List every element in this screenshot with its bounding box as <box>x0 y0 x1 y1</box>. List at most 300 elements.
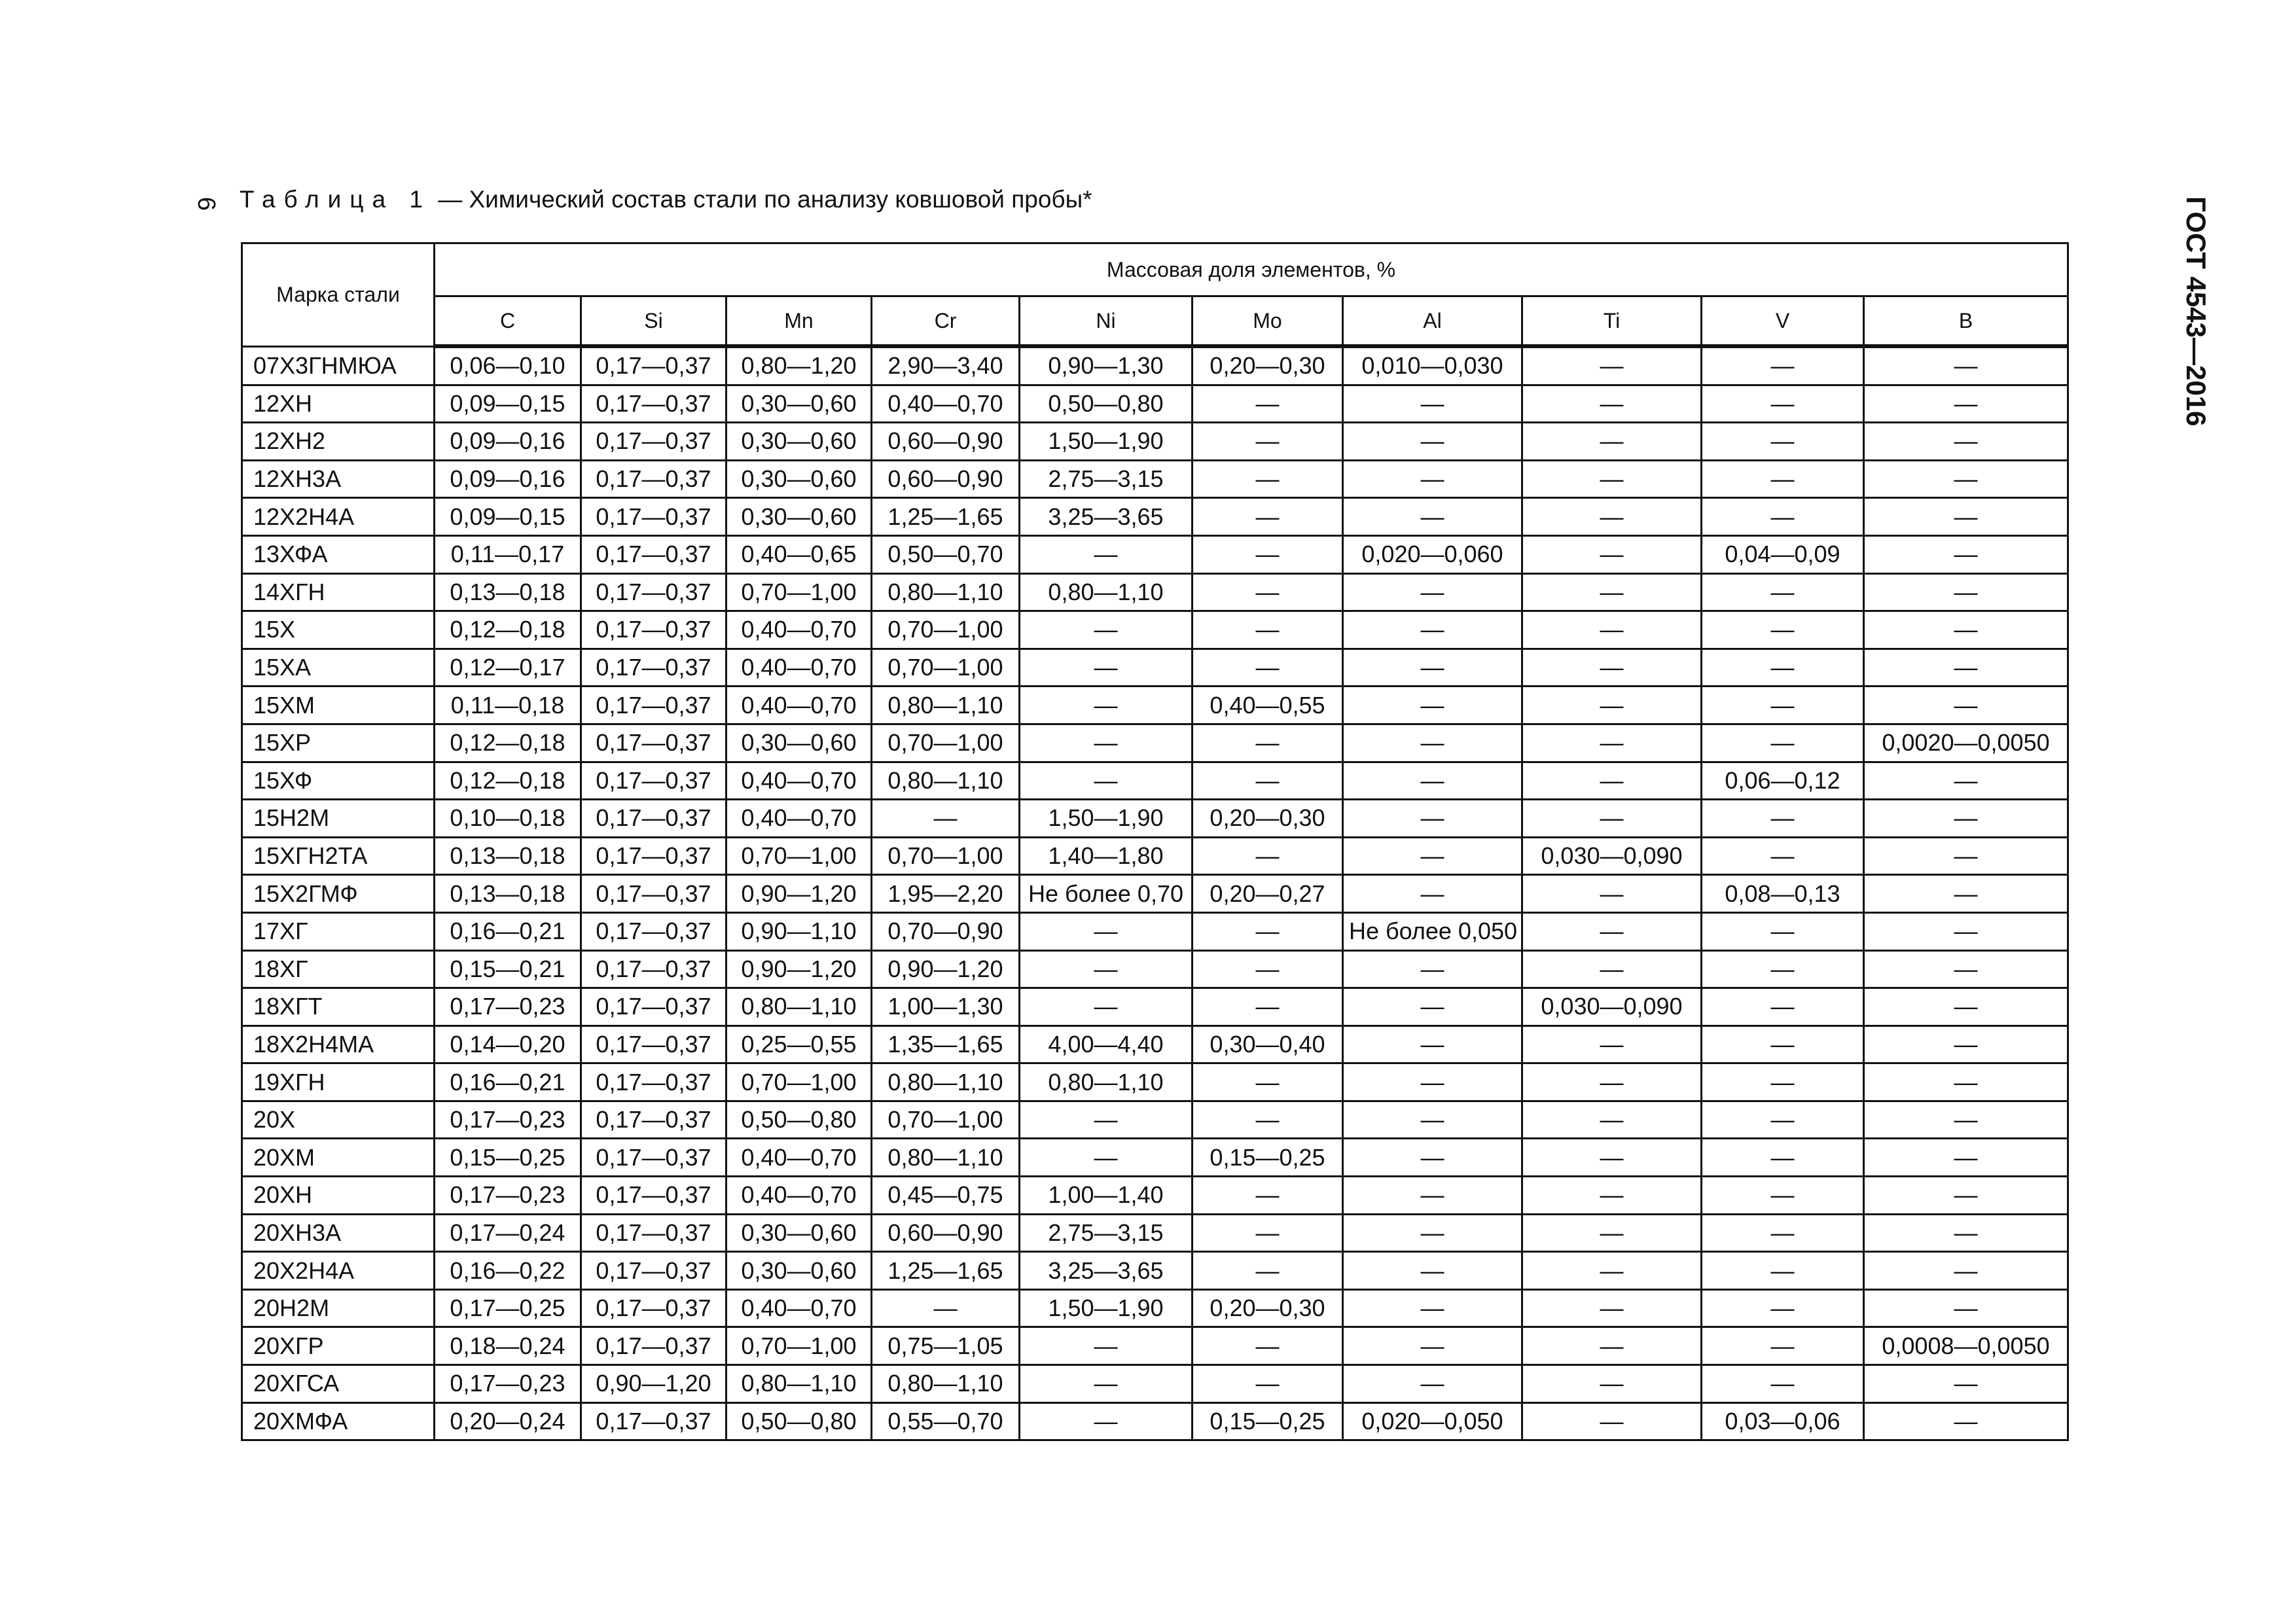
element-value-cell: — <box>1343 1289 1522 1327</box>
element-value-cell: — <box>1702 1101 1864 1139</box>
element-value-cell: 0,17—0,37 <box>581 950 726 988</box>
element-value-cell: — <box>1864 346 2068 385</box>
element-value-cell: — <box>1522 687 1702 724</box>
element-value-cell: — <box>1020 950 1193 988</box>
element-value-cell: — <box>872 1289 1020 1327</box>
element-value-cell: — <box>1020 1101 1193 1139</box>
column-header: Si <box>581 296 726 347</box>
table-row <box>242 1101 2068 1139</box>
element-value-cell: 0,0020—0,0050 <box>1864 724 2068 762</box>
element-value-cell: 0,16—0,21 <box>435 912 581 950</box>
element-value-cell: 2,90—3,40 <box>872 346 1020 385</box>
element-value-cell: — <box>1864 950 2068 988</box>
element-value-cell: — <box>1193 912 1343 950</box>
element-value-cell: 0,70—1,00 <box>726 573 872 611</box>
element-value-cell: 0,40—0,70 <box>726 687 872 724</box>
element-value-cell: 0,90—1,20 <box>581 1365 726 1403</box>
element-value-cell: — <box>1020 1365 1193 1403</box>
element-value-cell: 0,15—0,25 <box>1193 1139 1343 1177</box>
steel-grade-cell: 20ХГСА <box>242 1365 435 1403</box>
element-value-cell: 1,40—1,80 <box>1020 837 1193 875</box>
element-value-cell: 0,17—0,25 <box>435 1289 581 1327</box>
element-value-cell: 0,80—1,20 <box>726 346 872 385</box>
element-value-cell: 0,70—1,00 <box>726 1327 872 1365</box>
steel-grade-cell: 12ХН2 <box>242 423 435 461</box>
element-value-cell: 0,70—1,00 <box>872 649 1020 687</box>
element-value-cell: 0,17—0,24 <box>435 1214 581 1252</box>
element-value-cell: 0,80—1,10 <box>872 1365 1020 1403</box>
element-value-cell: — <box>1343 1063 1522 1101</box>
column-header: C <box>435 296 581 347</box>
element-value-cell: 0,08—0,13 <box>1702 875 1864 913</box>
steel-grade-cell: 20ХМФА <box>242 1402 435 1440</box>
element-value-cell: 0,70—1,00 <box>726 837 872 875</box>
element-value-cell: 0,17—0,37 <box>581 573 726 611</box>
element-value-cell: — <box>1020 1327 1193 1365</box>
table-row <box>242 1289 2068 1327</box>
element-value-cell: 0,17—0,37 <box>581 1063 726 1101</box>
element-value-cell: — <box>1343 988 1522 1026</box>
element-value-cell: — <box>1193 649 1343 687</box>
element-value-cell: 0,30—0,60 <box>726 1252 872 1290</box>
element-value-cell: 0,13—0,18 <box>435 837 581 875</box>
standard-designation: ГОСТ 4543—2016 <box>2181 196 2212 427</box>
element-value-cell: — <box>1522 950 1702 988</box>
element-header-row <box>242 296 2068 347</box>
element-value-cell: — <box>1522 649 1702 687</box>
element-value-cell: — <box>1864 687 2068 724</box>
element-value-cell: — <box>1702 1063 1864 1101</box>
elements-group-header: Массовая доля элементов, % <box>435 243 2068 296</box>
element-value-cell: 0,17—0,37 <box>581 800 726 838</box>
element-value-cell: 0,17—0,37 <box>581 1139 726 1177</box>
steel-grade-cell: 12Х2Н4А <box>242 498 435 536</box>
element-value-cell: — <box>1522 1026 1702 1063</box>
table-row <box>242 988 2068 1026</box>
element-value-cell: 0,17—0,37 <box>581 498 726 536</box>
element-value-cell: — <box>1193 535 1343 573</box>
element-value-cell: — <box>1522 1252 1702 1290</box>
element-value-cell: 0,09—0,16 <box>435 460 581 498</box>
table-row <box>242 498 2068 536</box>
element-value-cell: — <box>1343 1101 1522 1139</box>
element-value-cell: — <box>1020 687 1193 724</box>
element-value-cell: — <box>1522 346 1702 385</box>
table-caption-text: — Химический состав стали по анализу ковшовой пробы* <box>431 186 1092 213</box>
element-value-cell: 1,00—1,30 <box>872 988 1020 1026</box>
element-value-cell: — <box>1343 837 1522 875</box>
grade-column-header: Марка стали <box>242 243 435 347</box>
element-value-cell: 0,30—0,60 <box>726 724 872 762</box>
element-value-cell: — <box>1020 724 1193 762</box>
table-row <box>242 1252 2068 1290</box>
element-value-cell: 0,12—0,18 <box>435 724 581 762</box>
element-value-cell: — <box>1702 1214 1864 1252</box>
element-value-cell: — <box>1522 1289 1702 1327</box>
element-value-cell: — <box>1343 423 1522 461</box>
element-value-cell: — <box>1343 800 1522 838</box>
element-value-cell: — <box>1522 1365 1702 1403</box>
element-value-cell: 0,17—0,37 <box>581 762 726 800</box>
element-value-cell: — <box>1522 1327 1702 1365</box>
element-value-cell: — <box>1020 611 1193 649</box>
element-value-cell: 1,00—1,40 <box>1020 1177 1193 1215</box>
element-value-cell: — <box>1193 1177 1343 1215</box>
element-value-cell: — <box>1522 423 1702 461</box>
steel-grade-cell: 15ХФ <box>242 762 435 800</box>
steel-grade-cell: 20Х <box>242 1101 435 1139</box>
element-value-cell: 0,70—1,00 <box>872 611 1020 649</box>
element-value-cell: 0,17—0,37 <box>581 724 726 762</box>
element-value-cell: 1,95—2,20 <box>872 875 1020 913</box>
element-value-cell: 0,15—0,25 <box>1193 1402 1343 1440</box>
element-value-cell: 0,17—0,37 <box>581 535 726 573</box>
element-value-cell: 0,30—0,60 <box>726 498 872 536</box>
steel-grade-cell: 12ХН3А <box>242 460 435 498</box>
element-value-cell: 0,020—0,050 <box>1343 1402 1522 1440</box>
element-value-cell: 0,06—0,12 <box>1702 762 1864 800</box>
element-value-cell: 0,40—0,70 <box>726 1289 872 1327</box>
element-value-cell: — <box>1193 1101 1343 1139</box>
element-value-cell: 2,75—3,15 <box>1020 460 1193 498</box>
element-value-cell: — <box>1343 649 1522 687</box>
element-value-cell: 0,17—0,37 <box>581 346 726 385</box>
element-value-cell: — <box>1343 611 1522 649</box>
element-value-cell: 0,90—1,20 <box>726 875 872 913</box>
element-value-cell: 0,50—0,80 <box>726 1101 872 1139</box>
element-value-cell: — <box>1702 1139 1864 1177</box>
element-value-cell: — <box>1522 800 1702 838</box>
table-row <box>242 1139 2068 1177</box>
element-value-cell: 0,17—0,37 <box>581 687 726 724</box>
element-value-cell: 0,18—0,24 <box>435 1327 581 1365</box>
element-value-cell: 0,17—0,23 <box>435 1177 581 1215</box>
element-value-cell: — <box>1864 1214 2068 1252</box>
element-value-cell: 0,40—0,55 <box>1193 687 1343 724</box>
element-value-cell: — <box>1193 460 1343 498</box>
element-value-cell: — <box>1702 1252 1864 1290</box>
element-value-cell: 0,20—0,27 <box>1193 875 1343 913</box>
element-value-cell: 0,11—0,18 <box>435 687 581 724</box>
element-value-cell: — <box>1522 1214 1702 1252</box>
element-value-cell: — <box>1193 498 1343 536</box>
element-value-cell: — <box>1702 346 1864 385</box>
element-value-cell: — <box>1864 988 2068 1026</box>
element-value-cell: 0,030—0,090 <box>1522 837 1702 875</box>
element-value-cell: — <box>1702 423 1864 461</box>
element-value-cell: 1,25—1,65 <box>872 1252 1020 1290</box>
element-value-cell: 0,70—1,00 <box>872 724 1020 762</box>
element-value-cell: — <box>1864 1139 2068 1177</box>
element-value-cell: — <box>1522 1139 1702 1177</box>
steel-grade-cell: 20Н2М <box>242 1289 435 1327</box>
element-value-cell: 0,60—0,90 <box>872 460 1020 498</box>
element-value-cell: 0,17—0,37 <box>581 1101 726 1139</box>
element-value-cell: 0,17—0,37 <box>581 385 726 423</box>
element-value-cell: — <box>1864 498 2068 536</box>
element-value-cell: 0,80—1,10 <box>872 1139 1020 1177</box>
element-value-cell: — <box>1343 1139 1522 1177</box>
element-value-cell: — <box>1702 687 1864 724</box>
element-value-cell: — <box>1702 649 1864 687</box>
element-value-cell: 0,20—0,24 <box>435 1402 581 1440</box>
element-value-cell: 0,50—0,80 <box>1020 385 1193 423</box>
element-value-cell: — <box>1193 837 1343 875</box>
element-value-cell: — <box>1343 687 1522 724</box>
element-value-cell: 0,30—0,60 <box>726 460 872 498</box>
element-value-cell: 0,13—0,18 <box>435 875 581 913</box>
element-value-cell: 0,60—0,90 <box>872 423 1020 461</box>
element-value-cell: 0,40—0,70 <box>872 385 1020 423</box>
element-value-cell: 0,17—0,37 <box>581 423 726 461</box>
element-value-cell: 0,20—0,30 <box>1193 346 1343 385</box>
element-value-cell: 3,25—3,65 <box>1020 498 1193 536</box>
element-value-cell: — <box>1343 498 1522 536</box>
element-value-cell: — <box>1343 724 1522 762</box>
element-value-cell: 0,17—0,37 <box>581 649 726 687</box>
element-value-cell: — <box>1343 1327 1522 1365</box>
table-row <box>242 1402 2068 1440</box>
element-value-cell: — <box>1020 1402 1193 1440</box>
table-row <box>242 573 2068 611</box>
element-value-cell: 0,30—0,40 <box>1193 1026 1343 1063</box>
element-value-cell: — <box>1343 950 1522 988</box>
table-row <box>242 535 2068 573</box>
element-value-cell: — <box>1343 1026 1522 1063</box>
element-value-cell: — <box>1522 611 1702 649</box>
table-row <box>242 1026 2068 1063</box>
steel-grade-cell: 15ХГН2ТА <box>242 837 435 875</box>
element-value-cell: 0,10—0,18 <box>435 800 581 838</box>
element-value-cell: 1,50—1,90 <box>1020 800 1193 838</box>
element-value-cell: — <box>1522 1402 1702 1440</box>
element-value-cell: — <box>1864 837 2068 875</box>
table-row <box>242 1063 2068 1101</box>
element-value-cell: 0,20—0,30 <box>1193 1289 1343 1327</box>
element-value-cell: 0,17—0,23 <box>435 1101 581 1139</box>
element-value-cell: 1,25—1,65 <box>872 498 1020 536</box>
element-value-cell: 0,40—0,70 <box>726 1177 872 1215</box>
element-value-cell: 0,80—1,10 <box>872 1063 1020 1101</box>
element-value-cell: 1,50—1,90 <box>1020 1289 1193 1327</box>
element-value-cell: — <box>1702 573 1864 611</box>
element-value-cell: 0,17—0,23 <box>435 1365 581 1403</box>
element-value-cell: 0,80—1,10 <box>726 1365 872 1403</box>
table-row <box>242 875 2068 913</box>
steel-grade-cell: 13ХФА <box>242 535 435 573</box>
element-value-cell: 0,90—1,30 <box>1020 346 1193 385</box>
steel-grade-cell: 18Х2Н4МА <box>242 1026 435 1063</box>
element-value-cell: — <box>1702 1177 1864 1215</box>
steel-grade-cell: 19ХГН <box>242 1063 435 1101</box>
table-row <box>242 1327 2068 1365</box>
element-value-cell: 0,30—0,60 <box>726 385 872 423</box>
element-value-cell: — <box>1702 800 1864 838</box>
element-value-cell: — <box>1702 1327 1864 1365</box>
element-value-cell: — <box>1702 1289 1864 1327</box>
element-value-cell: — <box>1702 950 1864 988</box>
steel-grade-cell: 20ХМ <box>242 1139 435 1177</box>
element-value-cell: 0,80—1,10 <box>872 687 1020 724</box>
element-value-cell: 0,14—0,20 <box>435 1026 581 1063</box>
element-value-cell: — <box>1702 837 1864 875</box>
column-header: Al <box>1343 296 1522 347</box>
table-row <box>242 649 2068 687</box>
element-value-cell: — <box>1864 535 2068 573</box>
element-value-cell: — <box>1864 423 2068 461</box>
element-value-cell: — <box>1864 573 2068 611</box>
column-header: Cr <box>872 296 1020 347</box>
element-value-cell: — <box>1864 875 2068 913</box>
element-value-cell: 0,40—0,70 <box>726 611 872 649</box>
element-value-cell: — <box>1343 1365 1522 1403</box>
element-value-cell: 0,09—0,15 <box>435 498 581 536</box>
element-value-cell: — <box>1522 1101 1702 1139</box>
element-value-cell: — <box>1702 724 1864 762</box>
table-row <box>242 687 2068 724</box>
table-row <box>242 1177 2068 1215</box>
element-value-cell: 0,12—0,18 <box>435 762 581 800</box>
element-value-cell: — <box>1864 1063 2068 1101</box>
element-value-cell: 0,020—0,060 <box>1343 535 1522 573</box>
element-value-cell: 0,17—0,37 <box>581 1214 726 1252</box>
element-value-cell: — <box>1522 573 1702 611</box>
element-value-cell: 0,50—0,70 <box>872 535 1020 573</box>
column-header: B <box>1864 296 2068 347</box>
element-value-cell: 0,70—1,00 <box>872 1101 1020 1139</box>
element-value-cell: 0,80—1,10 <box>1020 1063 1193 1101</box>
steel-grade-cell: 20Х2Н4А <box>242 1252 435 1290</box>
table-caption-label: Таблица 1 <box>240 186 431 213</box>
element-value-cell: 0,06—0,10 <box>435 346 581 385</box>
element-value-cell: 0,17—0,37 <box>581 912 726 950</box>
element-value-cell: — <box>1193 988 1343 1026</box>
element-value-cell: 0,40—0,70 <box>726 762 872 800</box>
element-value-cell: — <box>1343 573 1522 611</box>
element-value-cell: 0,80—1,10 <box>872 573 1020 611</box>
element-value-cell: — <box>1193 1365 1343 1403</box>
table-row <box>242 1365 2068 1403</box>
steel-grade-cell: 20ХН3А <box>242 1214 435 1252</box>
element-value-cell: 0,55—0,70 <box>872 1402 1020 1440</box>
column-header: Ni <box>1020 296 1193 347</box>
element-value-cell: — <box>1864 1101 2068 1139</box>
table-row <box>242 800 2068 838</box>
element-value-cell: — <box>1193 611 1343 649</box>
element-value-cell: — <box>1864 800 2068 838</box>
element-value-cell: 0,17—0,37 <box>581 1289 726 1327</box>
element-value-cell: — <box>1193 385 1343 423</box>
element-value-cell: 0,0008—0,0050 <box>1864 1327 2068 1365</box>
element-value-cell: — <box>1020 649 1193 687</box>
element-value-cell: — <box>1193 1063 1343 1101</box>
steel-grade-cell: 15Х2ГМФ <box>242 875 435 913</box>
element-value-cell: 0,30—0,60 <box>726 423 872 461</box>
element-value-cell: 0,17—0,37 <box>581 837 726 875</box>
page-number: 6 <box>192 196 221 211</box>
element-value-cell: 0,40—0,65 <box>726 535 872 573</box>
element-value-cell: 0,45—0,75 <box>872 1177 1020 1215</box>
element-value-cell: 0,50—0,80 <box>726 1402 872 1440</box>
element-value-cell: — <box>1343 460 1522 498</box>
element-value-cell: 0,40—0,70 <box>726 1139 872 1177</box>
element-value-cell: 0,17—0,37 <box>581 1327 726 1365</box>
steel-grade-cell: 20ХН <box>242 1177 435 1215</box>
table-row <box>242 611 2068 649</box>
element-value-cell: — <box>1864 385 2068 423</box>
element-value-cell: — <box>1193 423 1343 461</box>
element-value-cell: 0,25—0,55 <box>726 1026 872 1063</box>
table-row <box>242 724 2068 762</box>
element-value-cell: — <box>1864 1252 2068 1290</box>
element-value-cell: 0,17—0,23 <box>435 988 581 1026</box>
element-value-cell: 2,75—3,15 <box>1020 1214 1193 1252</box>
element-value-cell: 0,12—0,18 <box>435 611 581 649</box>
element-value-cell: — <box>1020 988 1193 1026</box>
column-header: Mn <box>726 296 872 347</box>
column-header: Ti <box>1522 296 1702 347</box>
element-value-cell: 0,80—1,10 <box>872 762 1020 800</box>
element-value-cell: — <box>1864 1402 2068 1440</box>
element-value-cell: — <box>1522 875 1702 913</box>
element-value-cell: — <box>1702 988 1864 1026</box>
element-value-cell: — <box>1193 1252 1343 1290</box>
element-value-cell: — <box>1864 649 2068 687</box>
element-value-cell: — <box>1193 573 1343 611</box>
element-value-cell: — <box>1864 1026 2068 1063</box>
element-value-cell: 0,16—0,22 <box>435 1252 581 1290</box>
element-value-cell: 0,80—1,10 <box>726 988 872 1026</box>
element-value-cell: — <box>1702 498 1864 536</box>
element-value-cell: — <box>1864 912 2068 950</box>
element-value-cell: 0,70—1,00 <box>726 1063 872 1101</box>
element-value-cell: 0,030—0,090 <box>1522 988 1702 1026</box>
element-value-cell: 0,13—0,18 <box>435 573 581 611</box>
element-value-cell: 0,010—0,030 <box>1343 346 1522 385</box>
table-row <box>242 423 2068 461</box>
element-value-cell: — <box>1702 912 1864 950</box>
table-row <box>242 762 2068 800</box>
element-value-cell: — <box>1343 1252 1522 1290</box>
element-value-cell: — <box>1522 724 1702 762</box>
steel-grade-cell: 12ХН <box>242 385 435 423</box>
element-value-cell: — <box>1193 1214 1343 1252</box>
table-row <box>242 460 2068 498</box>
element-value-cell: — <box>1864 762 2068 800</box>
element-value-cell: — <box>1020 912 1193 950</box>
element-value-cell: — <box>1702 460 1864 498</box>
table-row <box>242 912 2068 950</box>
element-value-cell: — <box>1864 460 2068 498</box>
element-value-cell: 0,17—0,37 <box>581 460 726 498</box>
element-value-cell: 0,20—0,30 <box>1193 800 1343 838</box>
element-value-cell: — <box>1193 1327 1343 1365</box>
element-value-cell: — <box>1702 611 1864 649</box>
steel-grade-cell: 15Н2М <box>242 800 435 838</box>
element-value-cell: 0,09—0,15 <box>435 385 581 423</box>
element-value-cell: — <box>1020 1139 1193 1177</box>
steel-grade-cell: 20ХГР <box>242 1327 435 1365</box>
element-value-cell: 0,30—0,60 <box>726 1214 872 1252</box>
element-value-cell: 0,17—0,37 <box>581 1177 726 1215</box>
element-value-cell: — <box>1522 535 1702 573</box>
element-value-cell: — <box>1343 762 1522 800</box>
element-value-cell: 0,40—0,70 <box>726 800 872 838</box>
element-value-cell: 0,90—1,10 <box>726 912 872 950</box>
column-header: V <box>1702 296 1864 347</box>
element-value-cell: — <box>1020 535 1193 573</box>
element-value-cell: 0,70—1,00 <box>872 837 1020 875</box>
